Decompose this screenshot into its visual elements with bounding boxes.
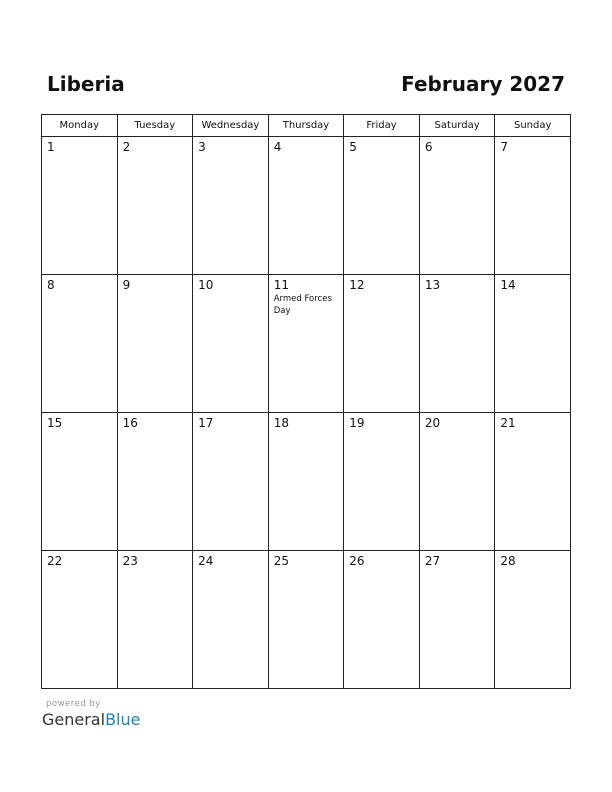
weekday-header-wednesday: Wednesday	[193, 115, 269, 137]
day-cell	[268, 137, 344, 275]
day-number: 2	[122, 140, 131, 154]
weekday-header-monday: Monday	[42, 115, 118, 137]
day-cell	[193, 551, 269, 689]
day-number: 5	[349, 140, 357, 154]
brand-general-text: General	[42, 710, 106, 729]
calendar-grid	[41, 114, 571, 689]
day-cell	[193, 137, 269, 275]
week-row	[42, 551, 571, 689]
day-number: 16	[122, 416, 138, 430]
weekday-header-sunday: Sunday	[495, 115, 571, 137]
day-number: 25	[273, 554, 289, 568]
day-number: 24	[198, 554, 214, 568]
day-number: 17	[198, 416, 214, 430]
day-cell	[42, 413, 118, 551]
weekday-header-friday: Friday	[344, 115, 420, 137]
day-cell	[268, 551, 344, 689]
day-number: 1	[47, 140, 55, 154]
day-number: 14	[500, 278, 516, 292]
generalblue-logo[interactable]	[42, 710, 140, 730]
day-cell	[42, 137, 118, 275]
day-number: 26	[349, 554, 365, 568]
day-cell	[268, 275, 344, 413]
day-cell	[117, 413, 193, 551]
week-row	[42, 137, 571, 275]
day-cell	[495, 551, 571, 689]
day-cell	[42, 551, 118, 689]
day-cell	[495, 413, 571, 551]
day-cell	[193, 275, 269, 413]
day-number: 20	[424, 416, 441, 430]
day-number: 4	[273, 140, 282, 154]
day-cell	[193, 413, 269, 551]
day-number: 6	[424, 140, 433, 154]
day-number: 8	[47, 278, 55, 292]
day-cell	[344, 137, 420, 275]
day-number: 7	[500, 140, 509, 154]
day-number: 28	[500, 554, 516, 568]
day-number: 23	[122, 554, 138, 568]
day-number: 3	[198, 140, 206, 154]
day-cell	[42, 275, 118, 413]
day-cell	[419, 551, 495, 689]
day-cell	[344, 275, 420, 413]
day-number: 18	[273, 416, 289, 430]
day-cell	[117, 551, 193, 689]
day-number: 12	[349, 278, 365, 292]
weekday-header-thursday: Thursday	[268, 115, 344, 137]
week-row	[42, 275, 571, 413]
weekday-header-row	[42, 115, 571, 137]
brand-blue-text: Blue	[105, 710, 141, 729]
week-row	[42, 413, 571, 551]
day-cell	[344, 551, 420, 689]
country-title: Liberia	[47, 72, 125, 96]
day-cell	[495, 137, 571, 275]
day-cell	[268, 413, 344, 551]
day-number: 27	[424, 554, 441, 568]
day-number: 22	[47, 554, 63, 568]
day-number: 15	[47, 416, 63, 430]
holiday-label: Armed Forces Day	[273, 294, 332, 316]
day-cell	[344, 413, 420, 551]
day-number: 19	[349, 416, 365, 430]
day-number: 10	[198, 278, 214, 292]
day-cell	[117, 275, 193, 413]
month-year-title: February 2027	[401, 72, 565, 96]
day-number: 9	[122, 278, 131, 292]
day-cell	[495, 275, 571, 413]
day-cell	[117, 137, 193, 275]
day-cell	[419, 275, 495, 413]
day-number: 21	[500, 416, 516, 430]
day-number: 11	[273, 278, 289, 292]
weekday-header-saturday: Saturday	[419, 115, 495, 137]
day-cell	[419, 413, 495, 551]
weekday-header-tuesday: Tuesday	[117, 115, 193, 137]
day-cell	[419, 137, 495, 275]
powered-by-label: powered by	[46, 699, 101, 709]
day-number: 13	[424, 278, 441, 292]
